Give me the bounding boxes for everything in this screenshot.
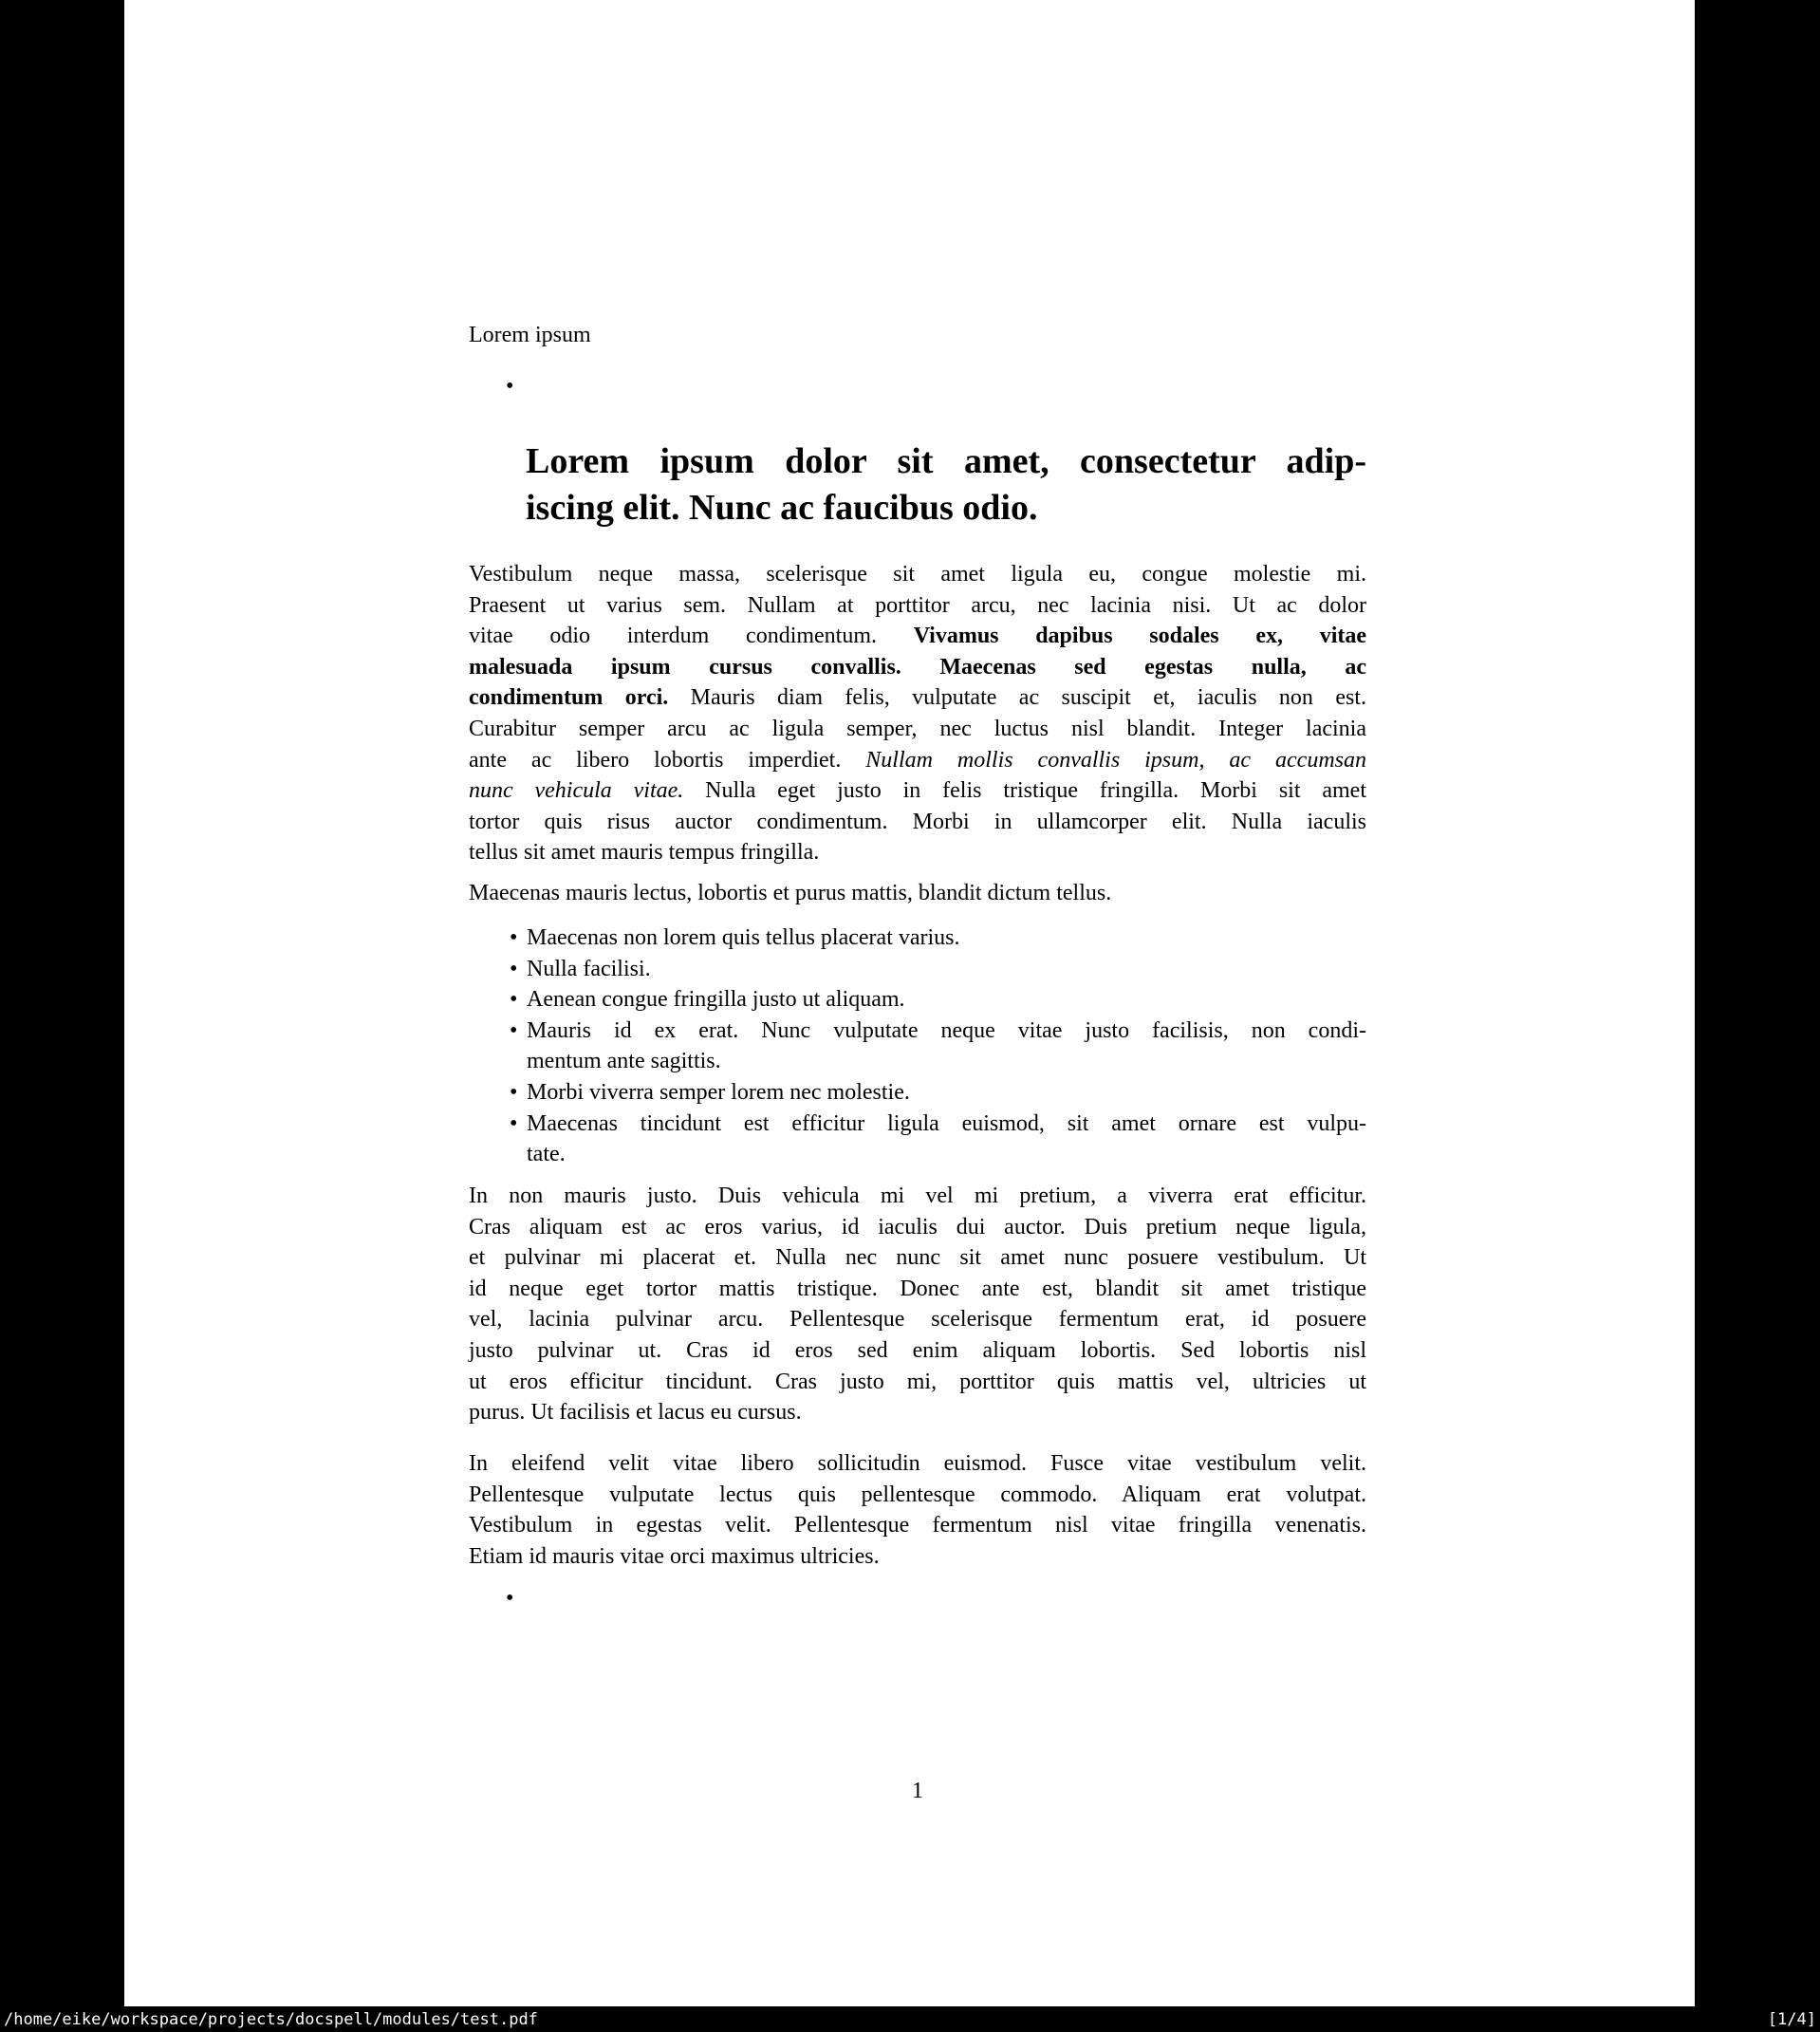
bullet-icon: • [506,1586,514,1611]
text-line: ante ac libero lobortis imperdiet. Nullam mollis convallis ipsum, ac accumsan [469,747,1366,773]
text-line: iscing elit. Nunc ac faucibus odio. [526,488,1038,528]
text-line: In eleifend velit vitae libero sollicitudin euismod. Fusce vitae vestibulum velit. [469,1451,1366,1476]
text-line: purus. Ut facilisis et lacus eu cursus. [469,1400,802,1426]
text-line: Maecenas non lorem quis tellus placerat varius. [527,925,960,950]
list-item [510,923,1366,954]
text-line: justo pulvinar ut. Cras id eros sed enim aliquam lobortis. Sed lobortis nisl [469,1337,1366,1363]
section-heading [526,438,1366,531]
text-line: vel, lacinia pulvinar arcu. Pellentesque scelerisque fermentum erat, id posuere [469,1307,1366,1333]
paragraph-3 [469,1181,1366,1428]
text-line: tate. [527,1142,566,1167]
text-line: In non mauris justo. Duis vehicula mi vel mi pretium, a viverra erat efficitur. [469,1184,1366,1208]
text-line: Praesent ut varius sem. Nullam at porttitor arcu, nec lacinia nisi. Ut ac dolor [469,592,1366,618]
bullet-icon: • [510,1017,518,1043]
text-line: Vestibulum neque massa, scelerisque sit amet ligula eu, congue molestie mi. [469,562,1366,587]
list-item [510,1016,1366,1077]
intro-text: Lorem ipsum [469,323,591,347]
bullet-icon: • [510,1110,518,1136]
text-line: Nulla facilisi. [527,956,651,981]
text-line: Morbi viverra semper lorem nec molestie. [527,1079,910,1105]
text-line: tortor quis risus auctor condimentum. Morbi in ullamcorper elit. Nulla iaculis [469,809,1366,834]
text-line: tellus sit amet mauris tempus fringilla. [469,840,820,866]
text-line: Etiam id mauris vitae orci maximus ultricies. [469,1543,880,1569]
text-line: Lorem ipsum dolor sit amet, consectetur adip- [526,441,1366,481]
statusbar-file-path: /home/eike/workspace/projects/docspell/modules/test.pdf [4,2010,538,2029]
text-line: et pulvinar mi placerat et. Nulla nec nunc sit amet nunc posuere vestibulum. Ut [469,1245,1366,1271]
text-line: Pellentesque vulputate lectus quis pellentesque commodo. Aliquam erat volutpat. [469,1482,1366,1507]
list-item [510,984,1366,1016]
text-line: nunc vehicula vitae. Nulla eget justo in felis tristique fringilla. Morbi sit amet [469,778,1366,804]
text-line: vitae odio interdum condimentum. Vivamus dapibus sodales ex, vitae [469,624,1366,649]
list-item [510,1077,1366,1109]
bullet-icon: • [510,956,518,981]
bullet-list [469,923,1366,1170]
bullet-icon: • [506,374,514,399]
bullet-icon: • [510,1079,518,1105]
paragraph-4 [469,1448,1366,1572]
text-line: Vestibulum in egestas velit. Pellentesque fermentum nisl vitae fringilla venenatis. [469,1513,1366,1538]
text-line: Mauris id ex erat. Nunc vulputate neque vitae justo facilisis, non condi- [527,1017,1366,1043]
bullet-icon: • [510,987,518,1013]
bullet-icon: • [510,925,518,950]
text-line: condimentum orci. Mauris diam felis, vulputate ac suscipit et, iaculis non est. [469,685,1366,711]
text-line: Curabitur semper arcu ac ligula semper, nec luctus nisl blandit. Integer lacinia [469,716,1366,741]
text-line: Aenean congue fringilla justo ut aliquam. [527,987,905,1013]
text-line: Cras aliquam est ac eros varius, id iaculis dui auctor. Duis pretium neque ligula, [469,1214,1366,1240]
list-item [510,1109,1366,1170]
text-line: malesuada ipsum cursus convallis. Maecenas sed egestas nulla, ac [469,654,1366,680]
text-line: Maecenas mauris lectus, lobortis et purus mattis, blandit dictum tellus. [469,881,1112,905]
text-line: Maecenas tincidunt est efficitur ligula euismod, sit amet ornare est vulpu- [527,1110,1366,1136]
statusbar-page-indicator: [1/4] [1767,2010,1816,2029]
text-line: id neque eget tortor mattis tristique. Donec ante est, blandit sit amet tristique [469,1276,1366,1301]
text-line: ut eros efficitur tincidunt. Cras justo mi, porttitor quis mattis vel, ultricies ut [469,1369,1366,1394]
statusbar [0,2007,1820,2032]
list-item [510,954,1366,985]
page-number: 1 [912,1779,923,1803]
paragraph-2 [469,878,1366,909]
paragraph-1 [469,559,1366,868]
pdf-page[interactable] [124,0,1695,2006]
text-line: mentum ante sagittis. [527,1049,721,1074]
